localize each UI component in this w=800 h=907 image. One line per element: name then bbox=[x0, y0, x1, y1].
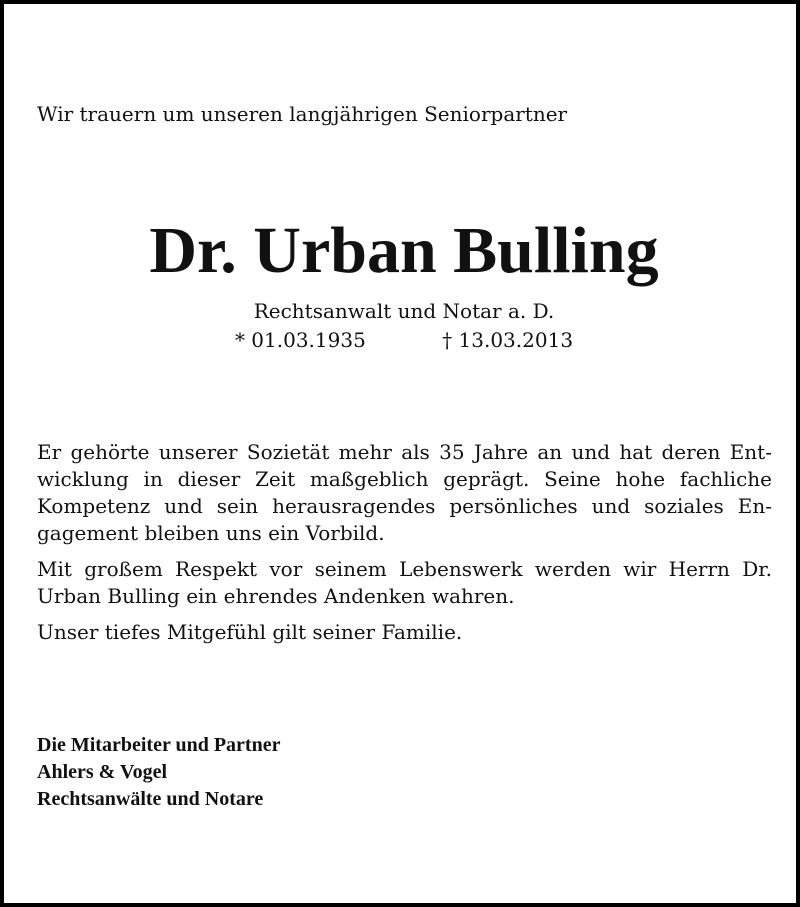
signature-line: Ahlers & Vogel bbox=[37, 761, 167, 783]
birth-date: * 01.03.1935 bbox=[234, 328, 366, 352]
tribute-text bbox=[37, 439, 772, 655]
intro-line: Wir trauern um unseren langjährigen Seniorpartner bbox=[37, 102, 568, 126]
deceased-name: Dr. Urban Bulling bbox=[149, 214, 659, 287]
signature-line: Die Mitarbeiter und Partner bbox=[37, 734, 281, 756]
deceased-role: Rechtsanwalt und Notar a. D. bbox=[253, 299, 555, 323]
life-dates bbox=[4, 327, 800, 353]
tribute-paragraph: Er gehörte unserer Sozietät mehr als 35 Jahre an und hat deren Entwicklung in dieser Zeit maßgeblich geprägt. Seine hohe fachliche Kompetenz und sein herausragendes persönliches und soziales Engagement bleiben uns ein Vorbild. bbox=[37, 440, 772, 545]
tribute-paragraph: Mit großem Respekt vor seinem Lebenswerk werden wir Herrn Dr. Urban Bulling ein ehrendes Andenken wahren. bbox=[37, 557, 772, 608]
death-date: † 13.03.2013 bbox=[442, 328, 574, 352]
signature-block bbox=[37, 732, 280, 813]
tribute-paragraph: Unser tiefes Mitgefühl gilt seiner Familie. bbox=[37, 620, 463, 644]
signature-line: Rechtsanwälte und Notare bbox=[37, 788, 264, 810]
